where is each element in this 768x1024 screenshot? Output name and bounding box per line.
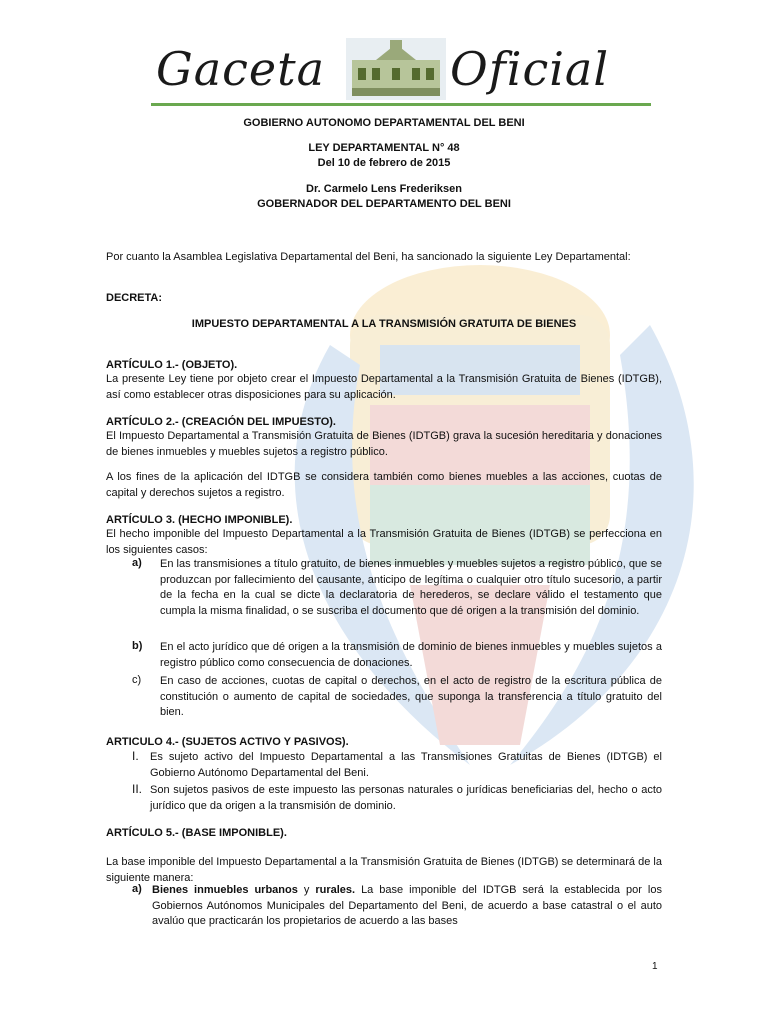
masthead-left-word: Gaceta bbox=[156, 42, 326, 96]
law-number: LEY DEPARTAMENTAL N° 48 bbox=[308, 142, 460, 154]
article-1-heading: ARTÍCULO 1.- (OBJETO). bbox=[106, 359, 238, 371]
article-3-item-c-text: En caso de acciones, cuotas de capital o derechos, en el acto de registro de la escritura pública de constitución o aumento de capital de sociedades, que suponga la transferencia a título gratuito del bien. bbox=[160, 675, 662, 719]
intro-paragraph: Por cuanto la Asamblea Legislativa Departamental del Beni, ha sancionado la siguiente Ley Departamental: bbox=[106, 251, 631, 263]
article-4-item-2-label: II. bbox=[132, 782, 143, 796]
article-4-heading: ARTICULO 4.- (SUJETOS ACTIVO Y PASIVOS). bbox=[106, 736, 349, 748]
governor-title: GOBERNADOR DEL DEPARTAMENTO DEL BENI bbox=[257, 198, 511, 210]
item-a-bold-urbanos: Bienes inmuebles urbanos bbox=[152, 884, 298, 896]
masthead-divider bbox=[151, 103, 651, 106]
article-4-item-2-text: Son sujetos pasivos de este impuesto las personas naturales o jurídicas beneficiarias del, hecho o acto jurídico que da origen a la transmisión de dominio. bbox=[150, 784, 662, 812]
item-a-text: La base imponible del IDTGB será la establecida por los Gobiernos Autónomos Municipales del Departamento del Beni, de acuerdo a base catastral o el auto avalúo que practicarán los propietarios de acuerdo a las bases bbox=[152, 884, 662, 928]
article-3-item-b-label: b) bbox=[132, 640, 143, 652]
article-5-heading: ARTÍCULO 5.- (BASE IMPONIBLE). bbox=[106, 827, 287, 839]
article-3-heading: ARTÍCULO 3. (HECHO IMPONIBLE). bbox=[106, 514, 293, 526]
article-4-item-1-text: Es sujeto activo del Impuesto Departamental a las Transmisiones Gratuitas de Bienes (IDTGB) el Gobierno Autónomo Departamental del Beni. bbox=[150, 751, 662, 779]
item-a-bold-rurales: rurales. bbox=[315, 884, 356, 896]
article-2-text: El Impuesto Departamental a Transmisión Gratuita de Bienes (IDTGB) grava la sucesión hereditaria y donaciones de bienes inmuebles y muebles sujetos a registro público. bbox=[106, 430, 662, 458]
article-1-text: La presente Ley tiene por objeto crear el Impuesto Departamental a la Transmisión Gratuita de Bienes (IDTGB), así como establecer otras disposiciones para su aplicación. bbox=[106, 373, 662, 401]
article-5-item-a-label: a) bbox=[132, 883, 142, 895]
item-a-conjunction: y bbox=[297, 884, 316, 896]
article-3-item-c-label: c) bbox=[132, 674, 142, 686]
article-2-heading: ARTÍCULO 2.- (CREACIÓN DEL IMPUESTO). bbox=[106, 416, 336, 428]
government-building-icon bbox=[346, 38, 446, 100]
article-5-text: La base imponible del Impuesto Departamental a la Transmisión Gratuita de Bienes (IDTGB) se determinará de la siguiente manera: bbox=[106, 856, 662, 884]
article-5-item-a bbox=[152, 883, 662, 930]
article-3-item-a-text: En las transmisiones a título gratuito, de bienes inmuebles y muebles sujetos a registro público, que se produzcan por fallecimiento del causante, anticipo de legítima o cualquier otro título sucesorio, a partir de la fecha en la cual se dicte la declaratoria de herederos, se declare válido el testamento que cumpla la misma finalidad, o se suscriba el documento que dé origen a la transmisión del dominio. bbox=[160, 558, 662, 617]
gaceta-masthead bbox=[150, 38, 620, 108]
article-4-item-1-label: I. bbox=[132, 749, 139, 763]
article-2-text-2: A los fines de la aplicación del IDTGB se considera también como bienes muebles a las acciones, cuotas de capital y derechos sujetos a registro. bbox=[106, 471, 662, 499]
masthead-right-word: Oficial bbox=[450, 42, 610, 96]
law-title: IMPUESTO DEPARTAMENTAL A LA TRANSMISIÓN GRATUITA DE BIENES bbox=[191, 318, 577, 330]
decreta-heading: DECRETA: bbox=[106, 292, 163, 304]
government-name: GOBIERNO AUTONOMO DEPARTAMENTAL DEL BENI bbox=[243, 117, 525, 129]
article-3-text: El hecho imponible del Impuesto Departamental a la Transmisión Gratuita de Bienes (IDTGB) se perfecciona en los siguientes casos: bbox=[106, 528, 662, 556]
law-date: Del 10 de febrero de 2015 bbox=[317, 157, 451, 169]
governor-name: Dr. Carmelo Lens Frederiksen bbox=[306, 183, 462, 195]
page-number: 1 bbox=[652, 961, 658, 972]
article-3-item-a-label: a) bbox=[132, 557, 142, 569]
article-3-item-b-text: En el acto jurídico que dé origen a la transmisión de dominio de bienes inmuebles y muebles sujetos a registro público como consecuencia de donaciones. bbox=[160, 641, 662, 669]
